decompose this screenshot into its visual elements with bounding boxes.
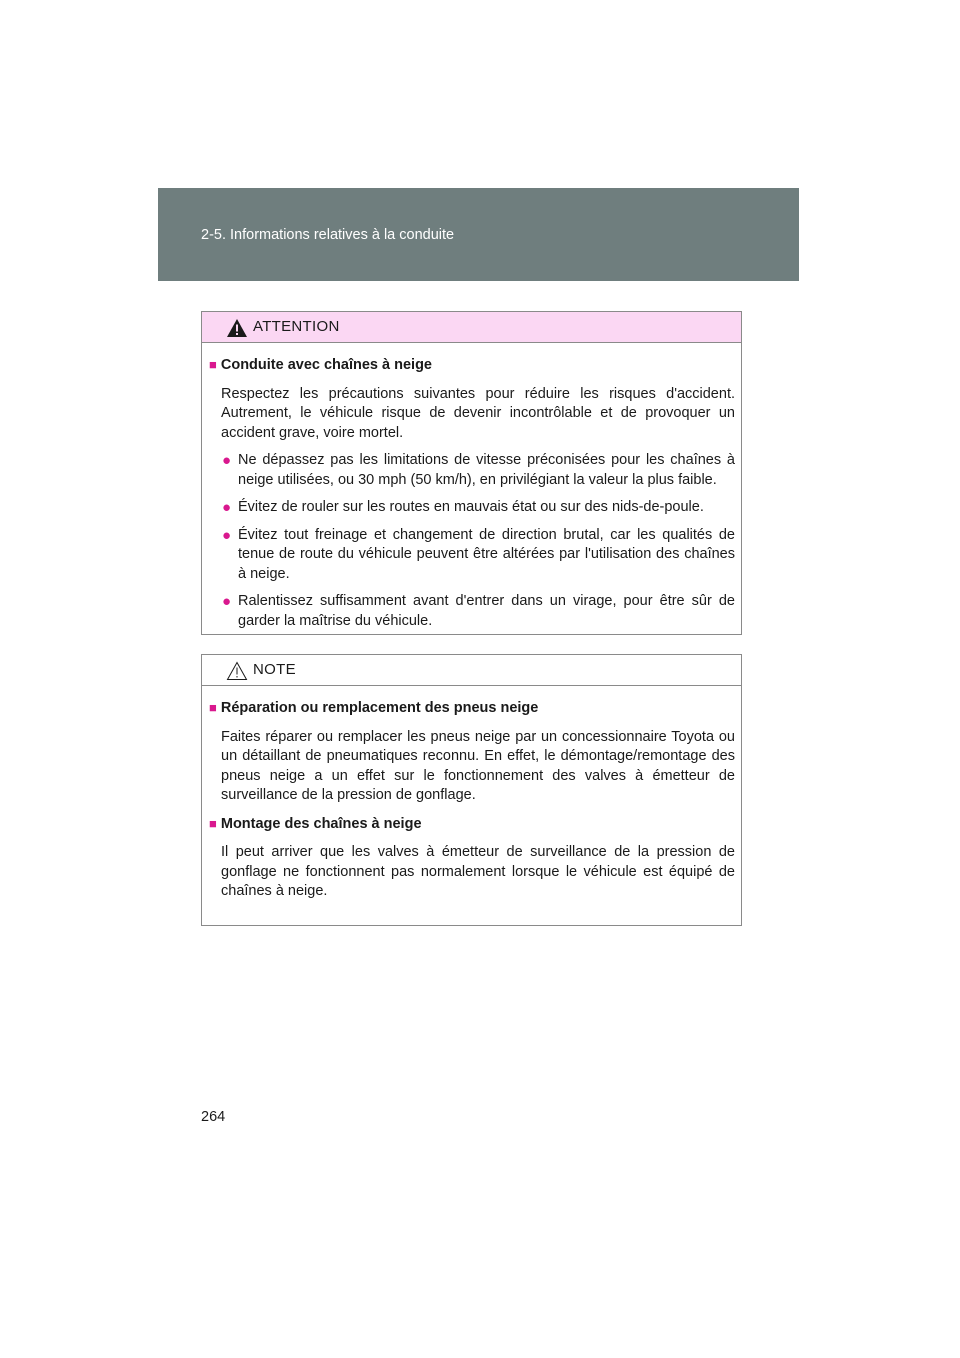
circle-bullet-icon: ● (222, 499, 232, 516)
note-label: NOTE (253, 661, 296, 678)
attention-box (201, 311, 742, 635)
note-section-title: ■ Réparation ou remplacement des pneus neige (209, 700, 539, 716)
warning-outline-icon (226, 661, 248, 681)
circle-bullet-icon: ● (222, 593, 232, 610)
note-section-text: Faites réparer ou remplacer les pneus neige par un concessionnaire Toyota ou un détaillant de pneumatiques reconnu. En effet, le démontage/remontage des pneus neige a un effet sur le fonctionnement des valves à émetteur de surveillance de la pression de gonflage. (221, 728, 735, 803)
square-bullet-icon: ■ (209, 357, 217, 372)
circle-bullet-icon: ● (222, 526, 232, 544)
square-bullet-icon: ■ (209, 815, 217, 831)
note-section-title: ■ Montage des chaînes à neige (209, 815, 422, 832)
warning-icon (226, 318, 248, 338)
page-number: 264 (201, 1109, 226, 1125)
attention-section-title: ■ Conduite avec chaînes à neige (209, 357, 432, 373)
note-header (202, 655, 741, 686)
list-item: ● Ne dépassez pas les limitations de vitesse préconisées pour les chaînes à neige utilisées, ou 30 mph (50 km/h), en privilégiant la valeur la plus faible. (222, 452, 735, 488)
section-header (158, 188, 799, 281)
note-content (202, 686, 741, 902)
section-title: 2-5. Informations relatives à la conduite (201, 227, 455, 243)
list-item: ● Évitez tout freinage et changement de direction brutal, car les qualités de tenue de route du véhicule peuvent être altérées par l'utilisation des chaînes à neige. (222, 526, 735, 582)
attention-content (202, 343, 741, 631)
list-item: ● Évitez de rouler sur les routes en mauvais état ou sur des nids-de-poule. (222, 499, 704, 516)
attention-label: ATTENTION (253, 318, 340, 335)
square-bullet-icon: ■ (209, 700, 217, 715)
circle-bullet-icon: ● (222, 452, 232, 469)
attention-intro: Respectez les précautions suivantes pour réduire les risques d'accident. Autrement, le véhicule risque de devenir incontrôlable et de provoquer un accident grave, voire mortel. (221, 385, 735, 441)
list-item: ● Ralentissez suffisamment avant d'entrer dans un virage, pour être sûr de garder la maîtrise du véhicule. (222, 593, 735, 629)
attention-header (202, 312, 741, 343)
note-section-text: Il peut arriver que les valves à émetteur de surveillance de la pression de gonflage ne fonctionnent pas normalement lorsque le véhicule est équipé de chaînes à neige. (221, 844, 735, 899)
note-box (201, 654, 742, 926)
